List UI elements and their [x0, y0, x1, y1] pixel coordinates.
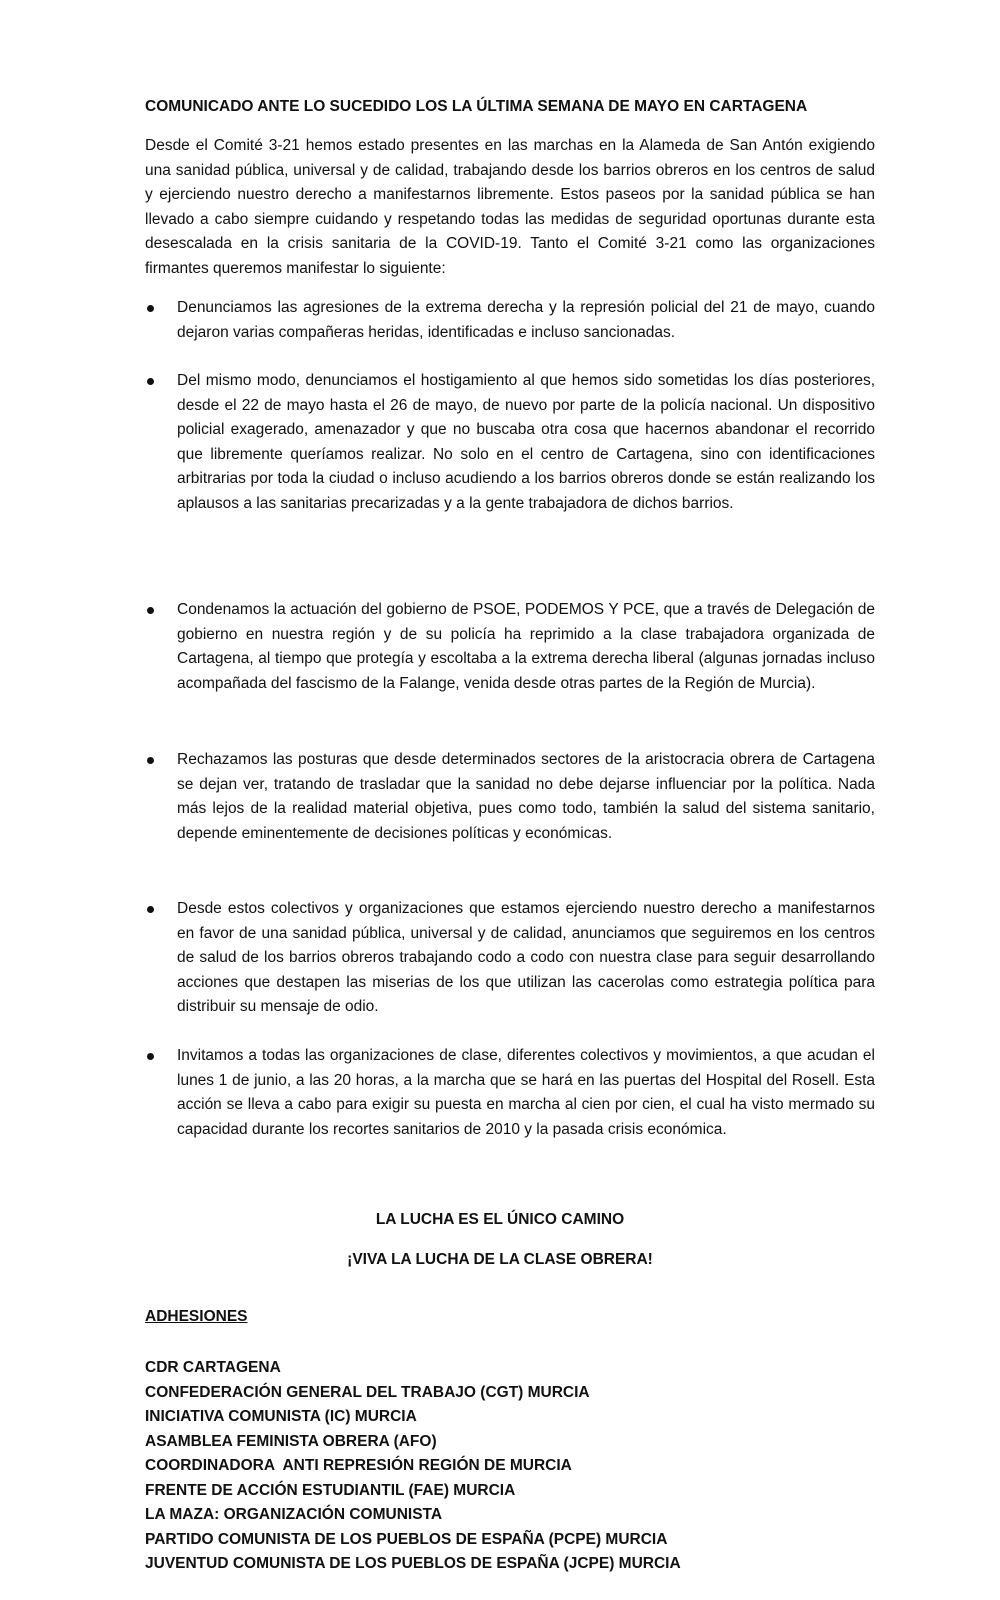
- bullet-text: Rechazamos las posturas que desde determinados sectores de la aristocracia obrera de Cartagena se dejan ver, tratando de trasladar que la sanidad no debe dejarse influenciar por la política. Nada más lejos de la realidad material objetiva, pues como todo, también la salud del sistema sanitario, depende eminentemente de decisiones políticas y económicas.: [177, 751, 875, 842]
- bullet-item: [145, 1044, 875, 1142]
- bullet-icon: [147, 607, 154, 614]
- adhesion-item: PARTIDO COMUNISTA DE LOS PUEBLOS DE ESPAÑA (PCPE) MURCIA: [145, 1530, 668, 1548]
- adhesiones-list: [145, 1356, 681, 1577]
- slogan-1: LA LUCHA ES EL ÚNICO CAMINO: [375, 1211, 625, 1228]
- bullet-icon: [147, 305, 154, 312]
- adhesion-item: LA MAZA: ORGANIZACIÓN COMUNISTA: [145, 1506, 443, 1523]
- bullet-text: Desde estos colectivos y organizaciones que estamos ejerciendo nuestro derecho a manifestarnos en favor de una sanidad pública, universal y de calidad, anunciamos que seguiremos en los centros de salud de los barrios obreros trabajando codo a codo con nuestra clase para seguir desarrollando acciones que destapen las miserias de los que utilizan las cacerolas como estrategia política para distribuir su mensaje de odio.: [177, 900, 875, 1015]
- bullet-icon: [147, 757, 154, 764]
- bullet-text: Denunciamos las agresiones de la extrema derecha y la represión policial del 21 de mayo, cuando dejaron varias compañeras heridas, identificadas e incluso sancionadas.: [177, 299, 875, 341]
- adhesion-item: CONFEDERACIÓN GENERAL DEL TRABAJO (CGT) MURCIA: [145, 1383, 590, 1401]
- adhesiones-heading: ADHESIONES: [145, 1308, 248, 1325]
- adhesion-item: CDR CARTAGENA: [145, 1359, 281, 1376]
- bullet-text: Del mismo modo, denunciamos el hostigamiento al que hemos sido sometidas los días posteriores, desde el 22 de mayo hasta el 26 de mayo, de nuevo por parte de la policía nacional. Un dispositivo policial exagerado, amenazador y que no buscaba otra cosa que hacernos abandonar el recorrido que libremente queríamos realizar. No solo en el centro de Cartagena, sino con identificaciones arbitrarias por toda la ciudad o incluso acudiendo a los barrios obreros donde se están realizando los aplausos a las sanitarias precarizadas y a la gente trabajadora de dichos barrios.: [177, 372, 875, 512]
- document-title: COMUNICADO ANTE LO SUCEDIDO LOS LA ÚLTIMA SEMANA DE MAYO EN CARTAGENA: [145, 98, 808, 115]
- bullet-text: Condenamos la actuación del gobierno de PSOE, PODEMOS Y PCE, que a través de Delegación de gobierno en nuestra región y de su policía ha reprimido a la clase trabajadora organizada de Cartagena, al tiempo que protegía y escoltaba a la extrema derecha liberal (algunas jornadas incluso acompañada del fascismo de la Falange, venida desde otras partes de la Región de Murcia).: [177, 601, 875, 692]
- adhesion-item: JUVENTUD COMUNISTA DE LOS PUEBLOS DE ESPAÑA (JCPE) MURCIA: [145, 1555, 681, 1572]
- bullet-icon: [147, 906, 154, 913]
- bullet-text: Invitamos a todas las organizaciones de clase, diferentes colectivos y movimientos, a que acudan el lunes 1 de junio, a las 20 horas, a la marcha que se hará en las puertas del Hospital del Rosell. Esta acción se lleva a cabo para exigir su puesta en marcha al cien por cien, el cual ha visto mermado su capacidad durante los recortes sanitarios de 2010 y la pasada crisis económica.: [177, 1047, 875, 1138]
- intro-paragraph: Desde el Comité 3-21 hemos estado presentes en las marchas en la Alameda de San Antón exigiendo una sanidad pública, universal y de calidad, trabajando desde los barrios obreros en los centros de salud y ejerciendo nuestro derecho a manifestarnos libremente. Estos paseos por la sanidad pública se han llevado a cabo siempre cuidando y respetando todas las medidas de seguridad oportunas durante esta desescalada en la crisis sanitaria de la COVID-19. Tanto el Comité 3-21 como las organizaciones firmantes queremos manifestar lo siguiente:: [145, 137, 875, 277]
- bullet-item: [145, 296, 875, 345]
- slogan-2: ¡VIVA LA LUCHA DE LA CLASE OBRERA!: [347, 1251, 653, 1268]
- bullet-item: [145, 897, 875, 1020]
- bullet-item: [145, 598, 875, 696]
- bullet-item: [145, 369, 875, 516]
- adhesion-item: COORDINADORA ANTI REPRESIÓN REGIÓN DE MURCIA: [145, 1457, 572, 1474]
- bullet-icon: [147, 1053, 154, 1060]
- bullet-icon: [147, 378, 154, 385]
- adhesion-item: ASAMBLEA FEMINISTA OBRERA (AFO): [145, 1432, 437, 1450]
- adhesion-item: FRENTE DE ACCIÓN ESTUDIANTIL (FAE) MURCIA: [145, 1481, 516, 1499]
- bullet-item: [145, 748, 875, 846]
- adhesion-item: INICIATIVA COMUNISTA (IC) MURCIA: [145, 1408, 417, 1425]
